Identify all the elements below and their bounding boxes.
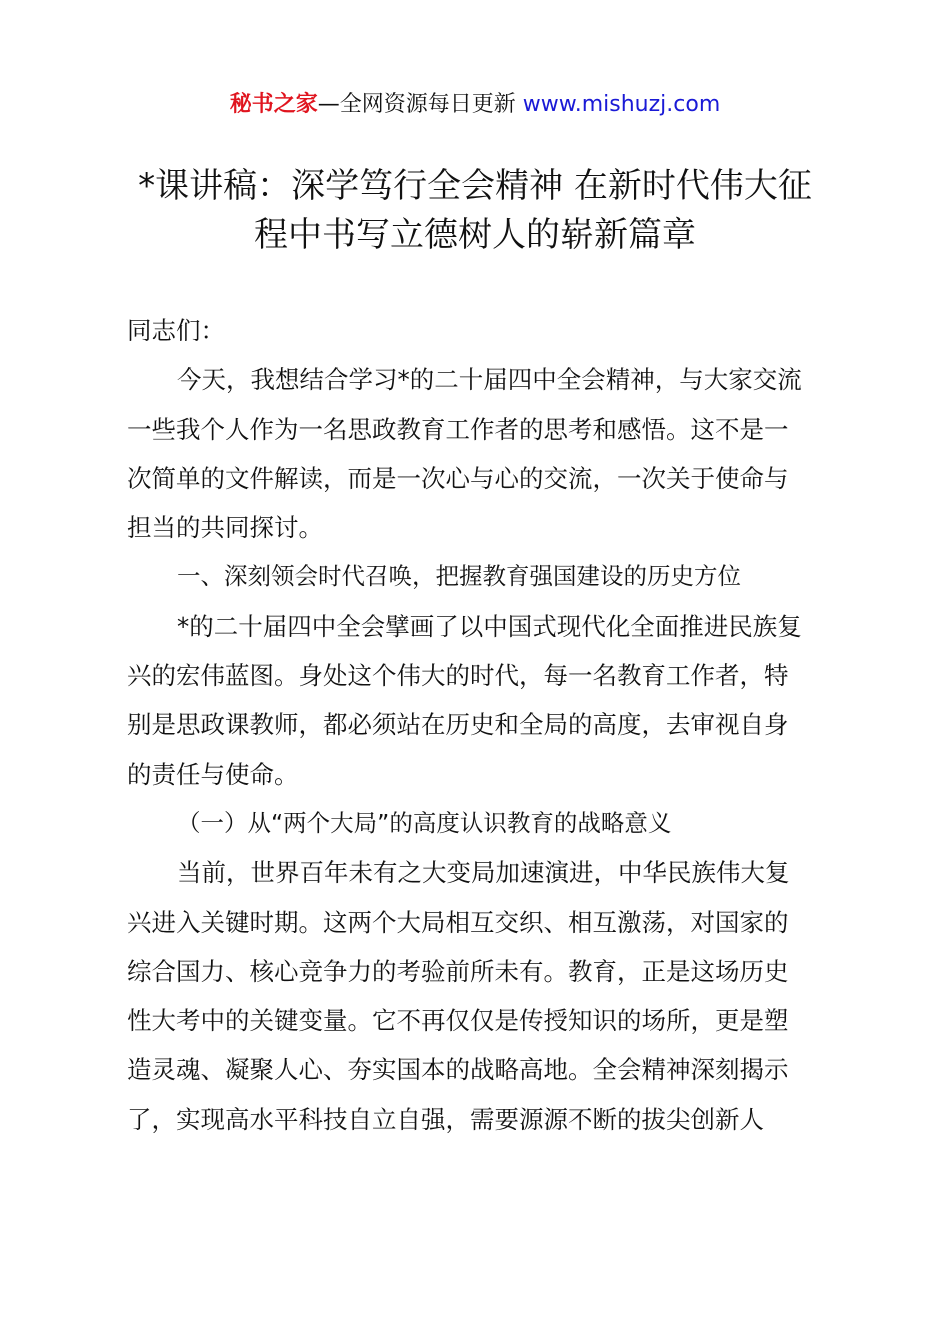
site-url-link[interactable]: www.mishuzj.com <box>522 92 721 117</box>
paragraph-line: 兴进入关键时期。这两个大局相互交织、相互激荡，对国家的 <box>127 907 789 937</box>
paragraph-line: 今天，我想结合学习*的二十届四中全会精神，与大家交流 <box>177 365 802 395</box>
paragraph-line: 造灵魂、凝聚人心、夯实国本的战略高地。全会精神深刻揭示 <box>127 1055 789 1085</box>
paragraph-line: 综合国力、核心竞争力的考验前所未有。教育，正是这场历史 <box>127 956 789 986</box>
section-heading: 一、深刻领会时代召唤，把握教育强国建设的历史方位 <box>177 562 741 591</box>
paragraph-line: 性大考中的关键变量。它不再仅仅是传授知识的场所，更是塑 <box>127 1006 789 1036</box>
paragraph-line: 兴的宏伟蓝图。身处这个伟大的时代，每一名教育工作者，特 <box>127 661 789 691</box>
site-brand: 秘书之家 <box>229 92 318 117</box>
paragraph-line: 一些我个人作为一名思政教育工作者的思考和感悟。这不是一 <box>127 414 789 444</box>
paragraph-line: 次简单的文件解读，而是一次心与心的交流，一次关于使命与 <box>127 463 789 493</box>
paragraph-line: 的责任与使命。 <box>127 759 299 789</box>
paragraph-line: 别是思政课教师，都必须站在历史和全局的高度，去审视自身 <box>127 710 789 740</box>
site-tagline: —全网资源每日更新 <box>317 92 516 117</box>
site-header <box>0 88 950 122</box>
document-body <box>127 306 833 1144</box>
document-title <box>110 162 840 261</box>
subsection-heading: （一）从“两个大局”的高度认识教育的战略意义 <box>177 808 672 837</box>
title-line: *课讲稿：深学笃行全会精神 在新时代伟大征 <box>138 166 812 206</box>
paragraph-line: *的二十届四中全会擘画了以中国式现代化全面推进民族复 <box>177 611 802 641</box>
title-line: 程中书写立德树人的崭新篇章 <box>254 215 696 256</box>
paragraph-line: 了，实现高水平科技自立自强，需要源源不断的拔尖创新人 <box>127 1104 764 1134</box>
salutation: 同志们： <box>127 316 225 345</box>
paragraph-line: 当前，世界百年未有之大变局加速演进，中华民族伟大复 <box>177 858 790 888</box>
paragraph-line: 担当的共同探讨。 <box>127 513 323 543</box>
